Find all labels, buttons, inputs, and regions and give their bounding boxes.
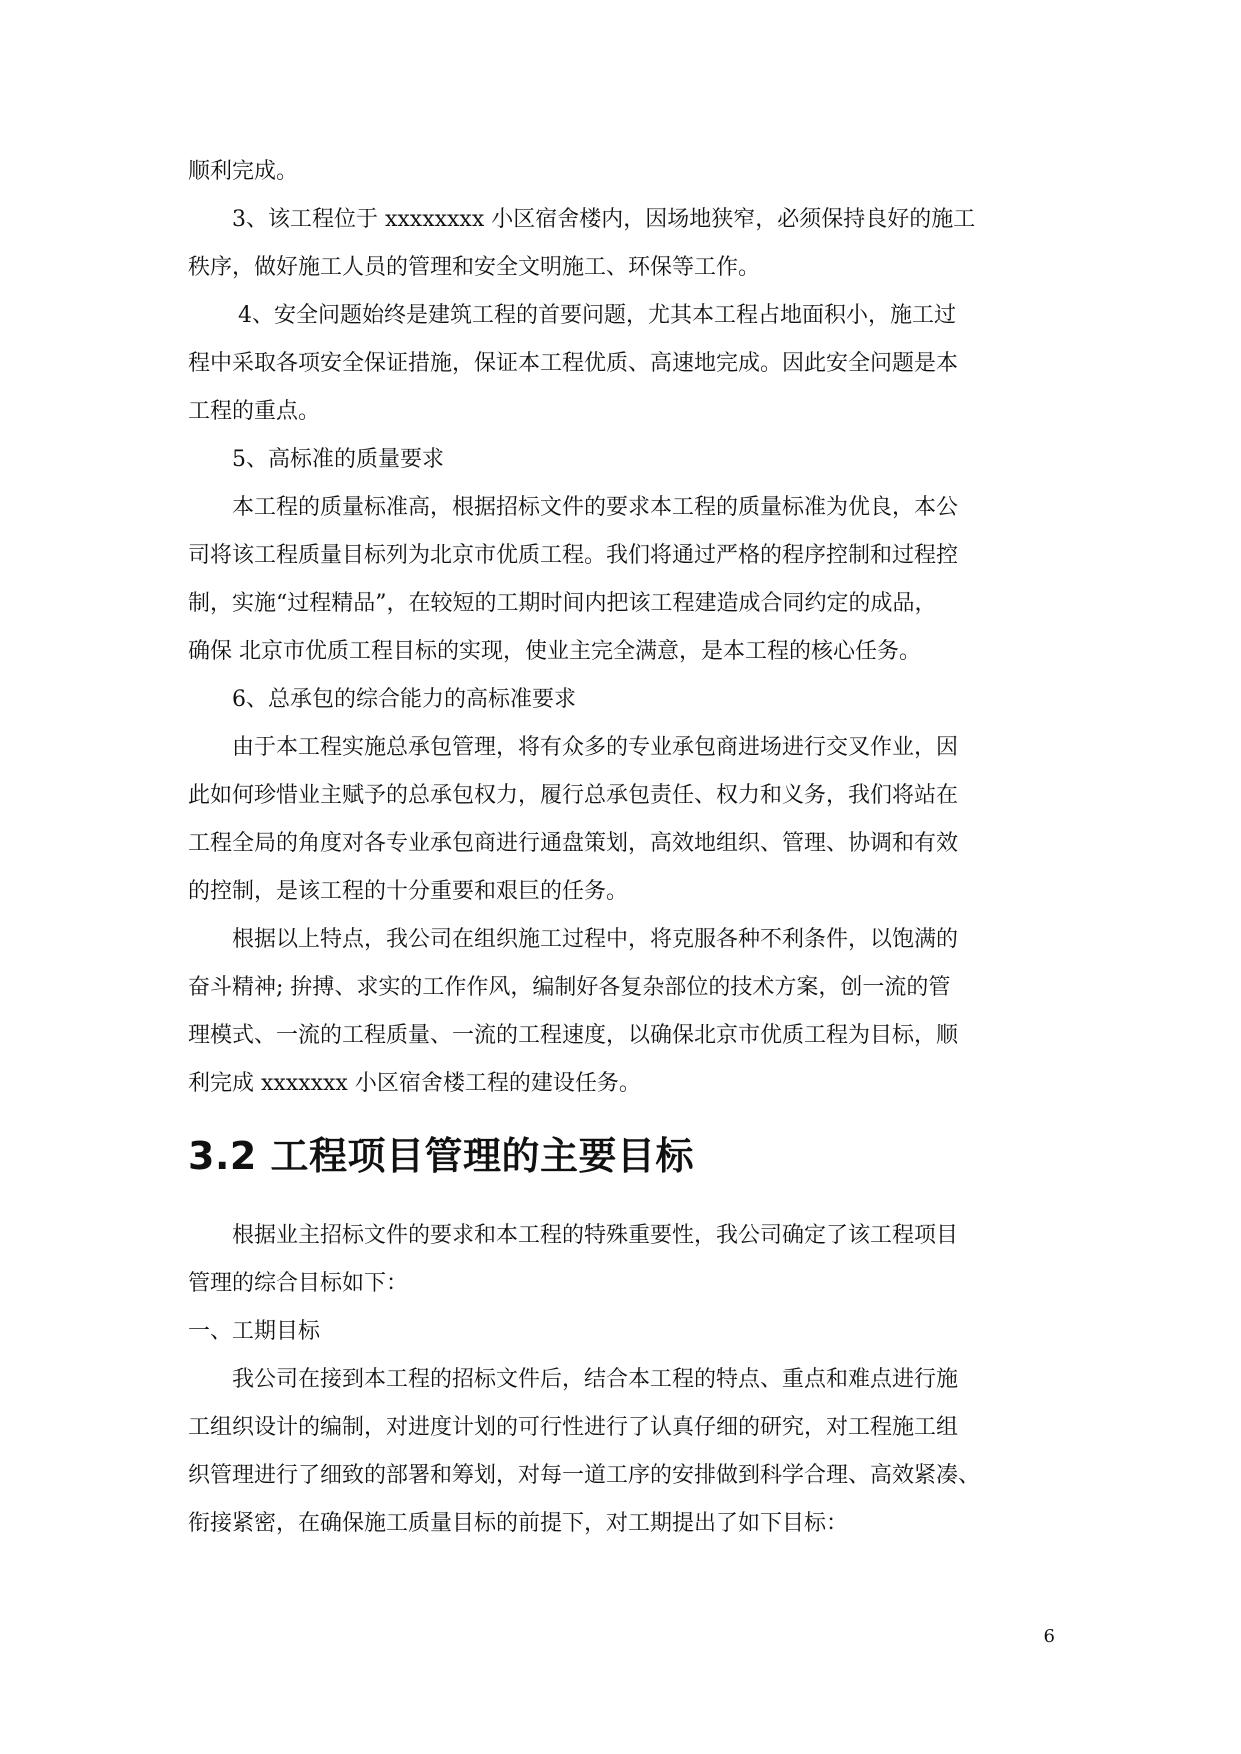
text-line: 3、该工程位于 xxxxxxxx 小区宿舍楼内，因场地狭窄，必须保持良好的施工: [232, 207, 976, 232]
text-line: 一、工期目标: [188, 1319, 321, 1344]
text-line: 利完成 xxxxxxx 小区宿舍楼工程的建设任务。: [188, 1071, 641, 1096]
text-line: 我公司在接到本工程的招标文件后，结合本工程的特点、重点和难点进行施: [232, 1367, 959, 1392]
text-line: 司将该工程质量目标列为北京市优质工程。我们将通过严格的程序控制和过程控: [188, 543, 959, 568]
text-line: 本工程的质量标准高，根据招标文件的要求本工程的质量标准为优良，本公: [232, 495, 959, 520]
text-line: 的控制，是该工程的十分重要和艰巨的任务。: [188, 879, 629, 904]
text-line: 工组织设计的编制，对进度计划的可行性进行了认真仔细的研究，对工程施工组: [188, 1415, 959, 1440]
text-line: 5、高标准的质量要求: [232, 447, 444, 472]
text-line: 根据以上特点，我公司在组织施工过程中，将克服各种不利条件，以饱满的: [232, 927, 959, 952]
text-line: 此如何珍惜业主赋予的总承包权力，履行总承包责任、权力和义务，我们将站在: [188, 783, 959, 808]
text-line: 工程全局的角度对各专业承包商进行通盘策划，高效地组织、管理、协调和有效: [188, 831, 959, 856]
text-line: 衔接紧密，在确保施工质量目标的前提下，对工期提出了如下目标：: [188, 1511, 849, 1536]
text-line: 4、安全问题始终是建筑工程的首要问题，尤其本工程占地面积小，施工过: [238, 303, 956, 328]
page-number: 6: [1043, 1626, 1055, 1647]
text-line: 秩序，做好施工人员的管理和安全文明施工、环保等工作。: [188, 255, 761, 280]
text-line: 管理的综合目标如下：: [188, 1271, 409, 1296]
text-line: 理模式、一流的工程质量、一流的工程速度，以确保北京市优质工程为目标，顺: [188, 1023, 959, 1048]
text-line: 6、总承包的综合能力的高标准要求: [232, 687, 576, 712]
section-heading: 3.2 工程项目管理的主要目标: [188, 1134, 695, 1178]
text-line: 由于本工程实施总承包管理，将有众多的专业承包商进场进行交叉作业，因: [232, 735, 959, 760]
text-line: 根据业主招标文件的要求和本工程的特殊重要性，我公司确定了该工程项目: [232, 1223, 959, 1248]
text-line: 织管理进行了细致的部署和筹划，对每一道工序的安排做到科学合理、高效紧凑、: [188, 1463, 981, 1488]
page-content: [188, 148, 1058, 1548]
text-line: 制，实施“过程精品”，在较短的工期时间内把该工程建造成合同约定的成品，: [188, 591, 937, 616]
text-line: 确保 北京市优质工程目标的实现，使业主完全满意，是本工程的核心任务。: [188, 639, 921, 664]
text-line: 顺利完成。: [188, 159, 299, 184]
text-line: 程中采取各项安全保证措施，保证本工程优质、高速地完成。因此安全问题是本: [188, 351, 959, 376]
text-line: 工程的重点。: [188, 399, 321, 424]
text-line: 奋斗精神; 拚搏、求实的工作作风，编制好各复杂部位的技术方案，创一流的管: [188, 975, 951, 1000]
